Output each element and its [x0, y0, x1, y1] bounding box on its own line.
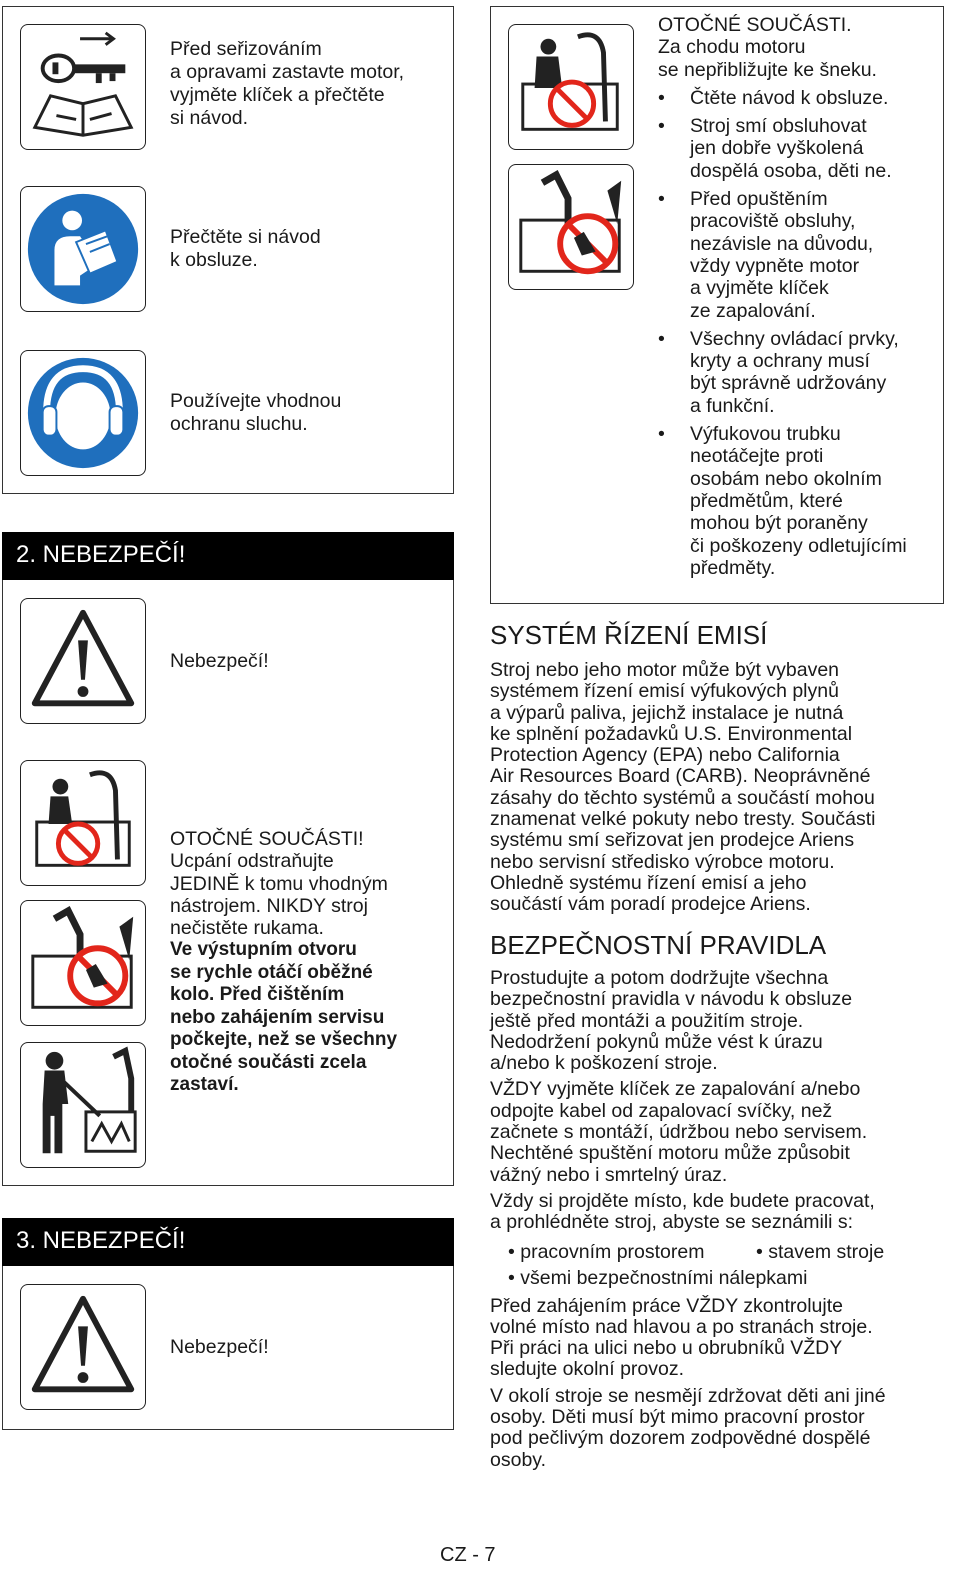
- safety-paragraph: Před zahájením práce VŽDY zkontrolujte volné místo nad hlavou a po stranách stroje. Při práci na ulici nebo u obrubníků VŽDY sledujte okolní provoz.: [490, 1294, 873, 1381]
- safety-paragraph: Prostudujte a potom dodržujte všechna bezpečnostní pravidla v návodu k obsluze ještě před montáži a použitím stroje. Nedodržení pokynů může vést k úrazu a/nebo k poškození stroje.: [490, 967, 853, 1075]
- safety-body: [490, 968, 886, 1476]
- instruction-text-1: Před seřizováním a opravami zastavte motor, vyjměte klíček a přečtěte si návod.: [170, 38, 405, 129]
- hand-in-auger-icon: [508, 24, 634, 150]
- emissions-body: Stroj nebo jeho motor může být vybaven systémem řízení emisí výfukových plynů a výparů paliva, jejichž instalace je nutná ke splnění požadavků U.S. Environmental Protection Agency (EPA) nebo California Air Resources Board (CARB). Neoprávněné zásahy do těchto systémů a součástí mohou znamenat velké pokuty nebo tresty. Součásti systému smí seřizovat jen prodejce Ariens nebo servisní středisko výrobce motoru. Ohledně systému řízení emisí a jeho součástí vám poradí prodejce Ariens.: [490, 659, 876, 916]
- instruction-text-2: Přečtěte si návod k obsluze.: [170, 226, 321, 271]
- clearing-tool-icon: [20, 1042, 146, 1168]
- safety-paragraph: Vždy si projděte místo, kde budete pracovat, a prohlédněte stroj, abyste se seznámili s:: [490, 1189, 875, 1234]
- bullet-item: • všemi bezpečnostními nálepkami: [508, 1266, 808, 1289]
- no-hands-auger-icon: [508, 164, 634, 290]
- danger-3-header: 3. NEBEZPEČÍ!: [2, 1218, 454, 1266]
- page-number: CZ - 7: [440, 1544, 496, 1566]
- emissions-title: SYSTÉM ŘÍZENÍ EMISÍ: [490, 620, 768, 650]
- bullet-item: • Všechny ovládací prvky, kryty a ochrany musí být správně udržovány a funkční.: [658, 328, 938, 417]
- bullet-item: • pracovním prostorem: [508, 1240, 705, 1263]
- bullet-item: • Čtěte návod k obsluze.: [658, 87, 938, 109]
- hearing-protection-icon: [20, 350, 146, 476]
- hand-in-chute-icon: [20, 760, 146, 886]
- instruction-text-3: Používejte vhodnou ochranu sluchu.: [170, 390, 342, 435]
- safety-paragraph: V okolí stroje se nesmějí zdržovat děti ani jiné osoby. Děti musí být mimo pracovní prostor pod pečlivým dozorem zodpovědné dospělé osoby.: [490, 1384, 886, 1471]
- bullet-item: • stavem stroje: [756, 1240, 885, 1263]
- read-manual-icon: [20, 186, 146, 312]
- no-hands-chute-icon: [20, 900, 146, 1026]
- rotating-parts-bullets: [658, 87, 938, 579]
- safety-title: BEZPEČNOSTNÍ PRAVIDLA: [490, 930, 827, 960]
- inspection-bullets: [490, 1239, 886, 1291]
- bullet-item: • Stroj smí obsluhovat jen dobře vyškolená dospělá osoba, děti ne.: [658, 115, 938, 182]
- warning-triangle-icon: [20, 1284, 146, 1410]
- danger-2-label: Nebezpečí!: [170, 650, 269, 672]
- safety-paragraph: VŽDY vyjměte klíček ze zapalování a/nebo odpojte kabel od zapalovací svíčky, než začnete s montáží, údržbou nebo servisem. Nechtěné spuštění motoru může způsobit vážný nebo i smrtelný úraz.: [490, 1078, 868, 1186]
- key-manual-icon: [20, 24, 146, 150]
- danger-3-label: Nebezpečí!: [170, 1336, 269, 1358]
- rotating-parts-text: OTOČNÉ SOUČÁSTI. Za chodu motoru se nepřibližujte ke šneku. • Čtěte návod k obsluze. • Stroj smí obsluhovat jen dobře vyškolená dospělá osoba, děti ne. • Před opuštěním pracoviště obsluhy, nezávisle na důvodu, vždy vypněte motor a vyjměte klíček ze zapalování. • Všechny ovládací prvky, kryty a ochrany musí být správně udržovány a funkční. • Výfukovou trubku neotáčejte proti osobám nebo okolním předmětům, které mohou být poraněny či poškozeny odletujícími předměty.: [658, 14, 938, 579]
- warning-triangle-icon: [20, 598, 146, 724]
- danger-2-header: 2. NEBEZPEČÍ!: [2, 532, 454, 580]
- bullet-item: • Výfukovou trubku neotáčejte proti osobám nebo okolním předmětům, které mohou být poraněny či poškozeny odletujícími předměty.: [658, 423, 938, 579]
- rotating-parts-warning: OTOČNÉ SOUČÁSTI! Ucpání odstraňujte JEDINĚ k tomu vhodným nástrojem. NIKDY stroj nečistěte rukama. Ve výstupním otvoru se rychle otáčí oběžné kolo. Před čištěním nebo zahájením servisu počkejte, než se všechny otočné součásti zcela zastaví.: [170, 828, 398, 1096]
- bullet-item: • Před opuštěním pracoviště obsluhy, nezávisle na důvodu, vždy vypněte motor a vyjměte klíček ze zapalování.: [658, 188, 938, 322]
